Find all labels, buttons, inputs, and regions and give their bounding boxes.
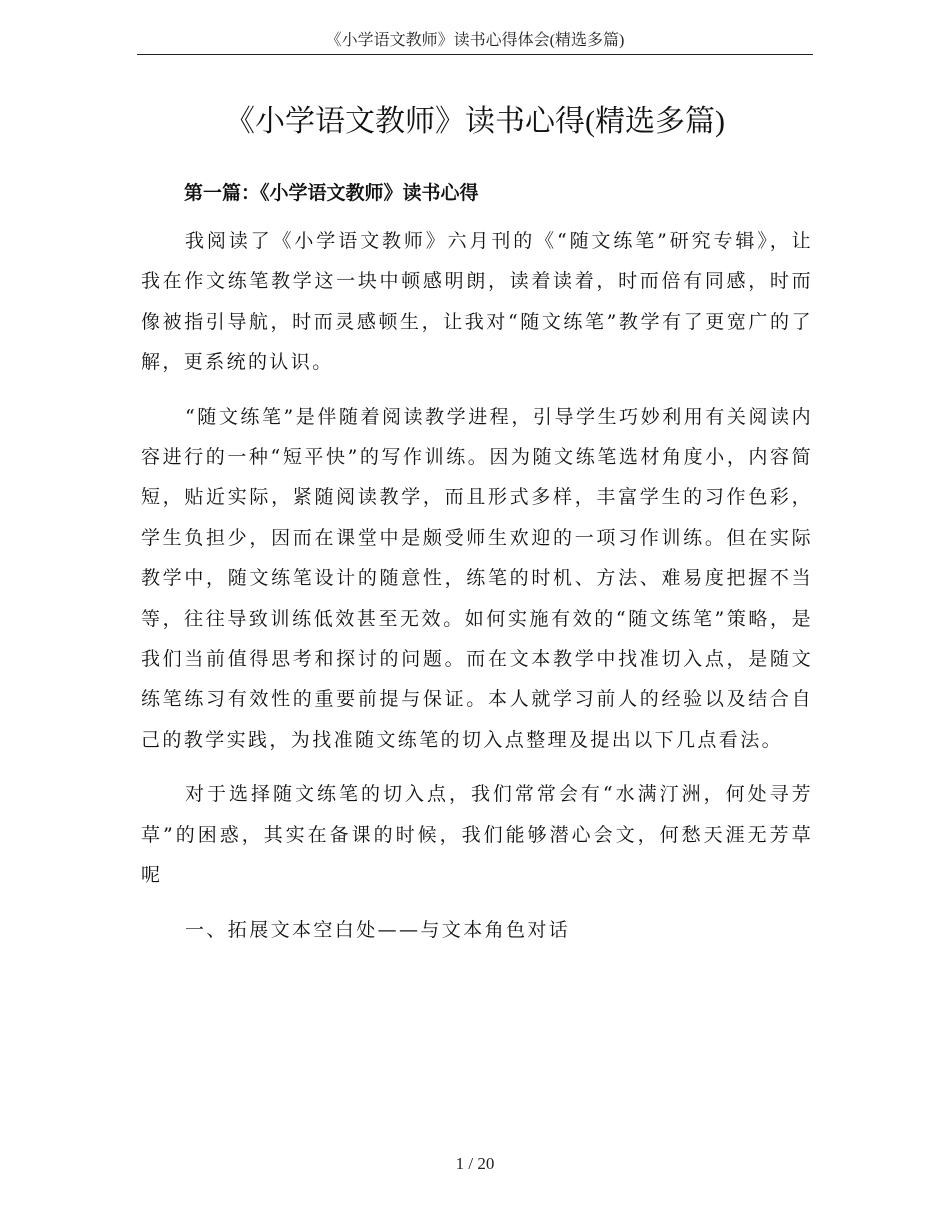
paragraph: 我阅读了《小学语文教师》六月刊的《“随文练笔”研究专辑》，让我在作文练笔教学这一块中顿感明朗，读着读着，时而倍有同感，时而像被指引导航，时而灵感顿生，让我对“随文练笔”教学有了更宽广的了解，更系统的认识。 — [141, 230, 813, 374]
subsection-heading: 一、拓展文本空白处——与文本角色对话 — [185, 918, 571, 941]
section-heading: 第一篇：《小学语文教师》读书心得 — [184, 182, 479, 204]
document-title: 《小学语文教师》读书心得(精选多篇) — [225, 105, 725, 138]
running-header: 《小学语文教师》读书心得体会(精选多篇) — [137, 28, 813, 55]
paragraph: 对于选择随文练笔的切入点，我们常常会有“水满汀洲，何处寻芳草”的困惑，其实在备课的时候，我们能够潜心会文，何愁天涯无芳草呢 — [141, 783, 813, 887]
document-body — [141, 221, 813, 964]
paragraph: “随文练笔”是伴随着阅读教学进程，引导学生巧妙利用有关阅读内容进行的一种“短平快”的写作训练。因为随文练笔选材角度小，内容简短，贴近实际，紧随阅读教学，而且形式多样，丰富学生的习作色彩，学生负担少，因而在课堂中是颇受师生欢迎的一项习作训练。但在实际教学中，随文练笔设计的随意性，练笔的时机、方法、难易度把握不当等，往往导致训练低效甚至无效。如何实施有效的“随文练笔”策略，是我们当前值得思考和探讨的问题。而在文本教学中找准切入点，是随文练笔练习有效性的重要前提与保证。本人就学习前人的经验以及结合自己的教学实践，为找准随文练笔的切入点整理及提出以下几点看法。 — [141, 405, 813, 751]
page-number: 1 / 20 — [455, 1154, 495, 1173]
